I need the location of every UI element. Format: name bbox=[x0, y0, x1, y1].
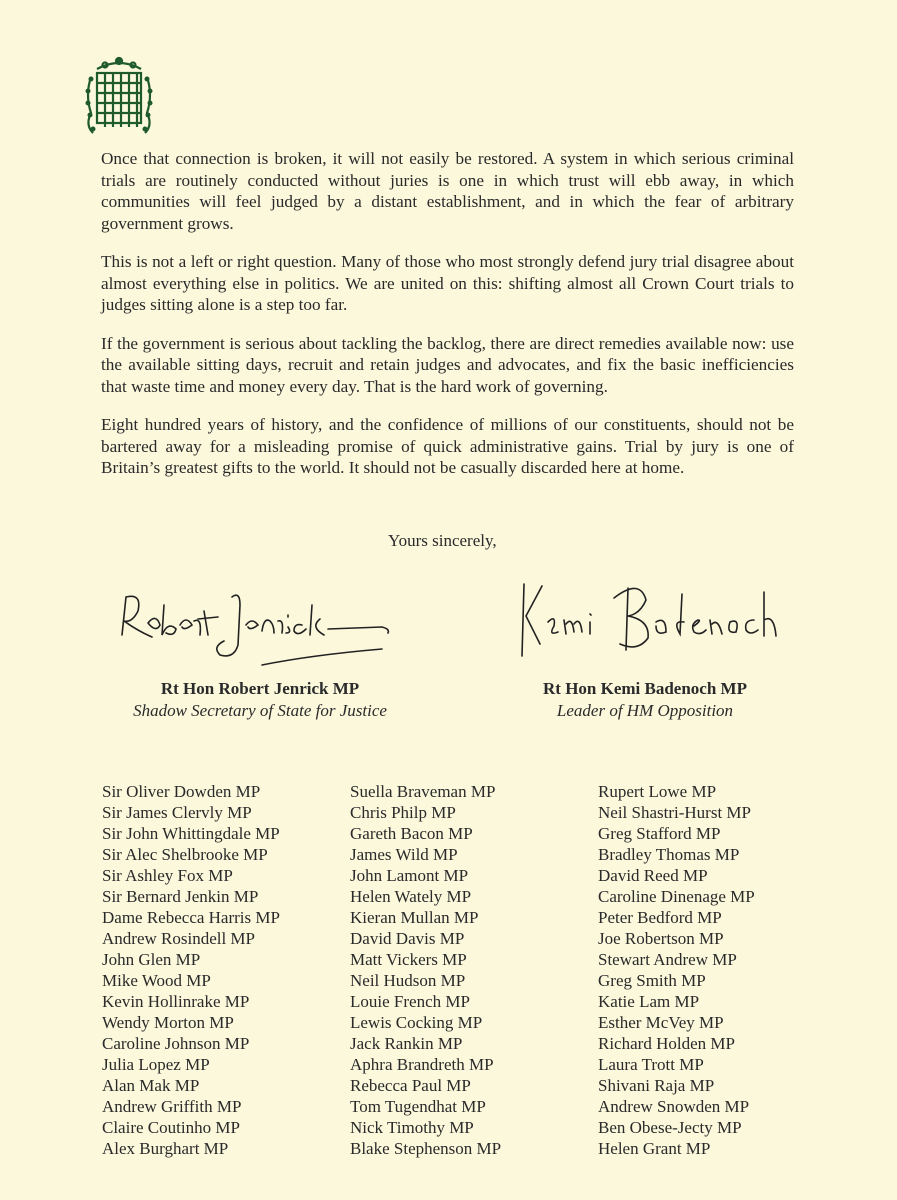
mp-name: Caroline Dinenage MP bbox=[598, 887, 755, 906]
mp-name: Lewis Cocking MP bbox=[350, 1013, 483, 1032]
mp-name: Dame Rebecca Harris MP bbox=[102, 908, 280, 927]
mp-name: Stewart Andrew MP bbox=[598, 950, 737, 969]
mp-name: Caroline Johnson MP bbox=[102, 1034, 250, 1053]
portcullis-crest-icon bbox=[83, 55, 155, 137]
mp-name: Shivani Raja MP bbox=[598, 1076, 715, 1095]
mp-name: Alan Mak MP bbox=[102, 1076, 200, 1095]
paragraph-2: This is not a left or right question. Many of those who most strongly defend jury trial disagree about almost everything else in politics. We are united on this: shifting almost all Crown Court trials to judges sitting alone is a step too far. bbox=[101, 252, 794, 314]
mp-name: Sir John Whittingdale MP bbox=[102, 824, 280, 843]
paragraph-1: Once that connection is broken, it will not easily be restored. A system in which serious criminal trials are routinely conducted without juries is one in which trust will ebb away, in which communities will feel judged by a distant establishment, and in which the fear of arbitrary government grows. bbox=[101, 149, 794, 233]
mp-name: Bradley Thomas MP bbox=[598, 845, 740, 864]
signer-name: Rt Hon Robert Jenrick MP bbox=[160, 679, 360, 698]
mp-name: Tom Tugendhat MP bbox=[350, 1097, 486, 1116]
robert-jenrick-signature bbox=[112, 585, 402, 675]
mp-name: Nick Timothy MP bbox=[350, 1118, 474, 1137]
mp-name: Jack Rankin MP bbox=[350, 1034, 463, 1053]
mp-name: James Wild MP bbox=[350, 845, 458, 864]
mp-name: Helen Grant MP bbox=[598, 1139, 711, 1158]
mp-name: David Davis MP bbox=[350, 929, 465, 948]
signer-role: Leader of HM Opposition bbox=[556, 701, 734, 720]
closing-salutation: Yours sincerely, bbox=[388, 531, 497, 550]
mp-name: Aphra Brandreth MP bbox=[350, 1055, 494, 1074]
mp-name: Andrew Snowden MP bbox=[598, 1097, 750, 1116]
paragraph-3: If the government is serious about tackling the backlog, there are direct remedies available now: use the available sitting days, recruit and retain judges and advocates, and fix the basic inefficiencies that waste time and money every day. That is the hard work of governing. bbox=[101, 333, 794, 396]
mp-list-column-1 bbox=[102, 781, 280, 1159]
mp-list-column-2 bbox=[350, 781, 501, 1159]
signer-badenoch bbox=[470, 678, 820, 722]
mp-name: David Reed MP bbox=[598, 866, 708, 885]
paragraph-4: Eight hundred years of history, and the confidence of millions of our constituents, should not be bartered away for a misleading promise of quick administrative gains. Trial by jury is one of Britain’s greatest gifts to the world. It should not be casually discarded here at home. bbox=[101, 415, 794, 477]
mp-name: Kieran Mullan MP bbox=[350, 908, 479, 927]
mp-name: Sir James Clervly MP bbox=[102, 803, 252, 822]
mp-list-column-3 bbox=[598, 781, 755, 1159]
mp-name: Ben Obese-Jecty MP bbox=[598, 1118, 742, 1137]
mp-name: Helen Wately MP bbox=[350, 887, 472, 906]
mp-name: Laura Trott MP bbox=[598, 1055, 704, 1074]
kemi-badenoch-signature bbox=[510, 574, 780, 674]
mp-name: Claire Coutinho MP bbox=[102, 1118, 240, 1137]
mp-name: Joe Robertson MP bbox=[598, 929, 724, 948]
mp-name: Suella Braveman MP bbox=[350, 782, 496, 801]
mp-name: John Glen MP bbox=[102, 950, 201, 969]
letter-body bbox=[101, 148, 794, 496]
mp-name: Sir Alec Shelbrooke MP bbox=[102, 845, 268, 864]
mp-name: Kevin Hollinrake MP bbox=[102, 992, 250, 1011]
signer-jenrick bbox=[110, 678, 410, 722]
mp-name: Andrew Rosindell MP bbox=[102, 929, 255, 948]
mp-name: Greg Smith MP bbox=[598, 971, 706, 990]
mp-name: Katie Lam MP bbox=[598, 992, 700, 1011]
mp-name: John Lamont MP bbox=[350, 866, 469, 885]
mp-name: Wendy Morton MP bbox=[102, 1013, 234, 1032]
mp-name: Neil Hudson MP bbox=[350, 971, 466, 990]
mp-name: Gareth Bacon MP bbox=[350, 824, 473, 843]
mp-name: Sir Ashley Fox MP bbox=[102, 866, 233, 885]
mp-name: Chris Philp MP bbox=[350, 803, 456, 822]
mp-name: Sir Oliver Dowden MP bbox=[102, 782, 261, 801]
mp-name: Sir Bernard Jenkin MP bbox=[102, 887, 259, 906]
mp-name: Rupert Lowe MP bbox=[598, 782, 717, 801]
mp-name: Andrew Griffith MP bbox=[102, 1097, 242, 1116]
mp-name: Mike Wood MP bbox=[102, 971, 211, 990]
mp-name: Rebecca Paul MP bbox=[350, 1076, 471, 1095]
mp-name: Matt Vickers MP bbox=[350, 950, 467, 969]
mp-name: Richard Holden MP bbox=[598, 1034, 735, 1053]
mp-name: Esther McVey MP bbox=[598, 1013, 724, 1032]
mp-name: Julia Lopez MP bbox=[102, 1055, 210, 1074]
signer-role: Shadow Secretary of State for Justice bbox=[133, 701, 387, 720]
mp-name: Peter Bedford MP bbox=[598, 908, 722, 927]
mp-name: Greg Stafford MP bbox=[598, 824, 721, 843]
signer-name: Rt Hon Kemi Badenoch MP bbox=[543, 679, 747, 698]
mp-name: Alex Burghart MP bbox=[102, 1139, 229, 1158]
mp-name: Blake Stephenson MP bbox=[350, 1139, 502, 1158]
mp-name: Neil Shastri-Hurst MP bbox=[598, 803, 751, 822]
mp-name: Louie French MP bbox=[350, 992, 470, 1011]
